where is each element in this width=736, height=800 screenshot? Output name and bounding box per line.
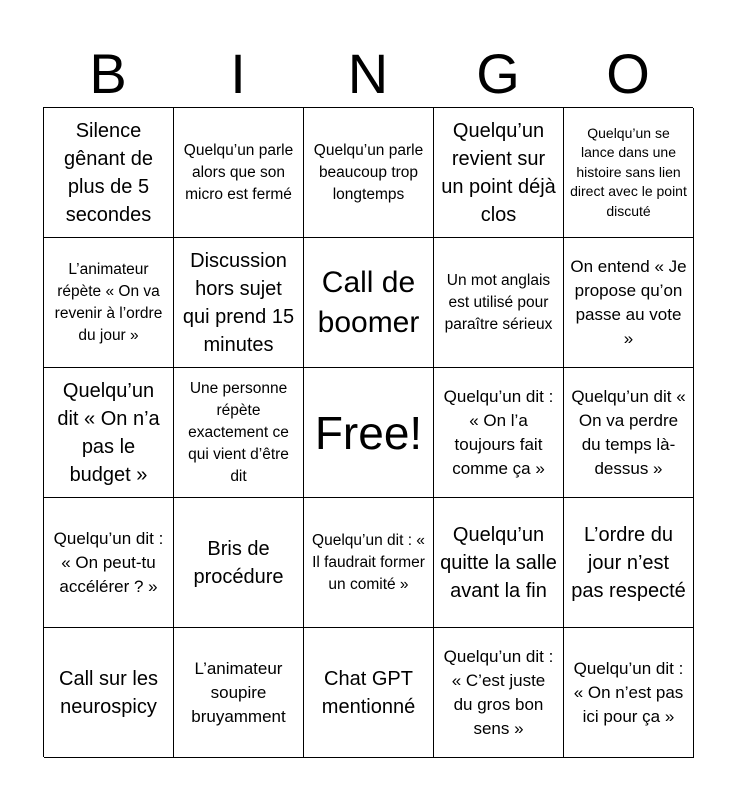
header-letter-i: I [230, 42, 246, 105]
bingo-cell[interactable] [434, 368, 564, 498]
bingo-cell[interactable] [44, 238, 174, 368]
bingo-cell[interactable] [304, 108, 434, 238]
cell-text: Un mot anglais est utilisé pour paraître sérieux [444, 271, 553, 333]
cell-text: Call de boomer [317, 265, 420, 339]
bingo-cell[interactable] [304, 628, 434, 758]
cell-text: L’animateur soupire bruyamment [191, 658, 286, 726]
bingo-cell[interactable] [304, 498, 434, 628]
bingo-card [43, 107, 693, 757]
bingo-cell[interactable] [44, 368, 174, 498]
header-letter-b: B [89, 42, 127, 105]
bingo-cell[interactable] [174, 498, 304, 628]
cell-text: Free! [314, 406, 423, 459]
header-letter-o: O [606, 42, 650, 105]
cell-text: Quelqu’un dit : « Il faudrait former un comité » [312, 531, 425, 593]
cell-text: Silence gênant de plus de 5 secondes [64, 119, 153, 226]
cell-text: Quelqu’un se lance dans une histoire sans lien direct avec le point discuté [570, 124, 687, 219]
bingo-cell[interactable] [304, 238, 434, 368]
bingo-header [43, 40, 693, 108]
cell-text: Call sur les neurospicy [59, 667, 158, 718]
cell-text: Chat GPT mentionné [321, 667, 416, 718]
bingo-cell[interactable] [174, 628, 304, 758]
cell-text: Quelqu’un dit : « C’est juste du gros bon sens » [443, 646, 554, 738]
bingo-cell[interactable] [174, 108, 304, 238]
cell-text: Quelqu’un dit « On n’a pas le budget » [57, 379, 160, 486]
cell-text: Quelqu’un dit : « On peut-tu accélérer ? » [53, 528, 164, 596]
bingo-cell-free[interactable] [304, 368, 434, 498]
bingo-cell[interactable] [174, 368, 304, 498]
cell-text: Une personne répète exactement ce qui vient d’être dit [188, 379, 289, 485]
cell-text: L’ordre du jour n’est pas respecté [571, 523, 686, 602]
bingo-cell[interactable] [564, 628, 694, 758]
bingo-cell[interactable] [434, 498, 564, 628]
bingo-cell[interactable] [44, 108, 174, 238]
cell-text: Quelqu’un dit : « On n’est pas ici pour ça » [573, 658, 684, 726]
cell-text: L’animateur répète « On va revenir à l’ordre du jour » [54, 260, 163, 344]
bingo-cell[interactable] [434, 108, 564, 238]
cell-text: Quelqu’un dit : « On l’a toujours fait comme ça » [443, 386, 554, 478]
bingo-cell[interactable] [174, 238, 304, 368]
header-letter-g: G [476, 42, 520, 105]
bingo-cell[interactable] [564, 498, 694, 628]
bingo-cell[interactable] [434, 628, 564, 758]
bingo-cell[interactable] [44, 628, 174, 758]
cell-text: Quelqu’un revient sur un point déjà clos [441, 119, 556, 226]
cell-text: On entend « Je propose qu’on passe au vote » [570, 256, 687, 348]
cell-text: Quelqu’un quitte la salle avant la fin [440, 523, 557, 602]
cell-text: Discussion hors sujet qui prend 15 minutes [182, 249, 295, 356]
bingo-cell[interactable] [434, 238, 564, 368]
bingo-cell[interactable] [564, 368, 694, 498]
cell-text: Bris de procédure [193, 537, 284, 588]
bingo-cell[interactable] [564, 108, 694, 238]
bingo-cell[interactable] [44, 498, 174, 628]
cell-text: Quelqu’un dit « On va perdre du temps là-dessus » [571, 386, 686, 478]
header-letter-n: N [347, 42, 389, 105]
bingo-cell[interactable] [564, 238, 694, 368]
cell-text: Quelqu’un parle alors que son micro est fermé [183, 141, 294, 203]
cell-text: Quelqu’un parle beaucoup trop longtemps [313, 141, 424, 203]
